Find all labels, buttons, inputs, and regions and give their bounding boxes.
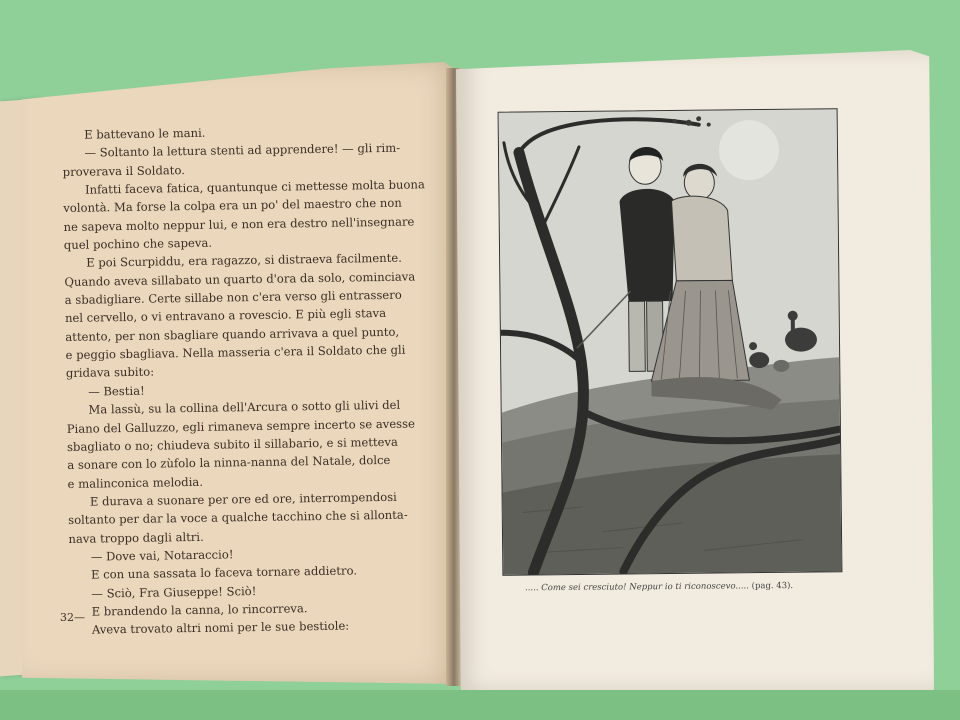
table-surface: [0, 690, 960, 720]
text-line: E battevano le mani.: [84, 125, 206, 142]
caption-page-reference: (pag. 43).: [751, 580, 794, 592]
text-line: soltanto per dar la voce a qualche tacchino che si allonta-: [68, 507, 408, 528]
text-line: quel pochino che sapeva.: [63, 235, 213, 253]
text-line: sbagliato o no; chiudeva subito il sillabario, e si metteva: [66, 434, 399, 454]
text-line: E poi Scurpiddu, era ragazzo, si distraeva facilmente.: [86, 251, 402, 271]
left-page-text: [62, 121, 425, 640]
page-number: 32—: [60, 611, 85, 624]
text-line: ne sapeva molto neppur lui, e non era destro nell'insegnare: [63, 214, 415, 234]
text-line: Quando aveva sillabato un quarto d'ora da solo, cominciava: [64, 269, 416, 289]
text-line: gridava subito:: [65, 365, 155, 381]
text-line: — Bestia!: [88, 383, 145, 399]
text-line: Piano del Galluzzo, egli rimaneva sempre incerto se avesse: [66, 415, 415, 436]
text-line: e peggio sbagliava. Nella masseria c'era il Soldato che gli: [65, 342, 406, 363]
text-line: — Sciò, Fra Giuseppe! Sciò!: [91, 583, 257, 601]
text-line: a sonare con lo zùfolo la ninna-nanna del Natale, dolce: [67, 453, 391, 473]
text-line: a sbadigliare. Certe sillabe non c'era verso gli entrassero: [64, 287, 402, 308]
text-line: — Dove vai, Notaraccio!: [90, 547, 234, 564]
text-line: nava troppo dagli altri.: [68, 529, 204, 546]
text-line: volontà. Ma forse la colpa era un po' del maestro che non: [63, 196, 402, 216]
text-line: — Soltanto la lettura stenti ad apprendere! — gli rim-: [84, 141, 401, 160]
caption-text: ..... Come sei cresciuto! Neppur io ti riconoscevo.....: [524, 581, 749, 594]
text-line: Ma lassù, su la collina dell'Arcura o sotto gli ulivi del: [88, 397, 401, 417]
text-line: Aveva trovato altri nomi per le sue bestiole:: [91, 618, 350, 637]
text-line: Infatti faceva fatica, quantunque ci mettesse molta buona: [84, 177, 425, 197]
text-line: nel cervello, o vi entravano a rovescio. E più egli stava: [64, 306, 387, 326]
text-line: attento, per non sbagliare quando arrivava a quel punto,: [65, 324, 400, 344]
text-line: E con una sassata lo faceva tornare addietro.: [90, 563, 358, 582]
text-line: proverava il Soldato.: [62, 162, 185, 179]
text-line: e malinconica melodia.: [67, 474, 204, 491]
text-line: E durava a suonare per ore ed ore, interrompendosi: [89, 489, 397, 509]
illustration-image: [499, 109, 842, 575]
illustration-plate: [498, 108, 843, 576]
text-line: E brandendo la canna, lo rincorreva.: [91, 601, 308, 619]
